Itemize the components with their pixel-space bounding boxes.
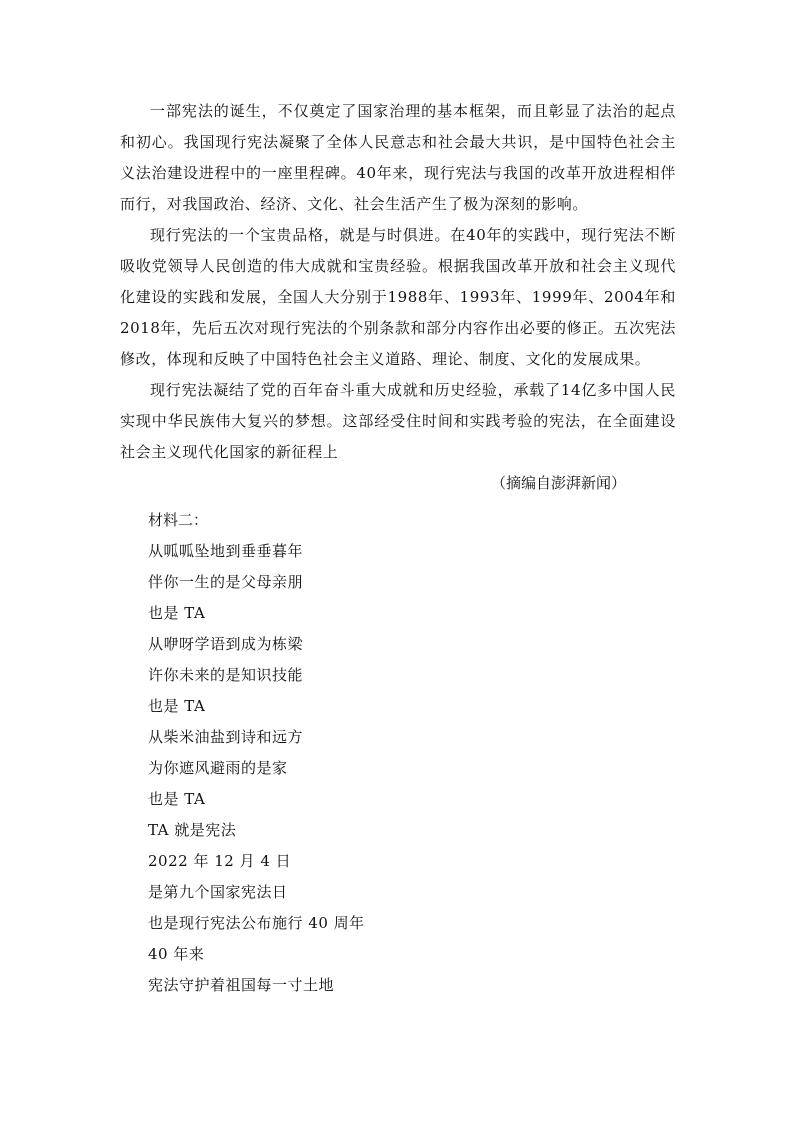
poem-line: 也是 TA [148, 604, 206, 622]
poem-line: 是第九个国家宪法日 [148, 883, 288, 901]
poem-line: 从柴米油盐到诗和远方 [148, 728, 304, 746]
article-paragraph-1: 一部宪法的诞生，不仅奠定了国家治理的基本框架，而且彰显了法治的起点和初心。我国现行宪法凝聚了全体人民意志和社会最大共识，是中国特色社会主义法治建设进程中的一座里程碑。40年来，现行宪法与我国的改革开放进程相伴而行，对我国政治、经济、文化、社会生活产生了极为深刻的影响。 [120, 102, 676, 213]
poem-line: 也是 TA [148, 790, 206, 808]
poem-line: 许你未来的是知识技能 [148, 666, 304, 684]
poem-line: 伴你一生的是父母亲朋 [148, 573, 304, 591]
article-paragraph-3: 现行宪法凝结了党的百年奋斗重大成就和历史经验，承载了14亿多中国人民实现中华民族伟大复兴的梦想。这部经受住时间和实践考验的宪法，在全面建设社会主义现代化国家的新征程上 [120, 381, 676, 461]
poem-line: 为你遮风避雨的是家 [148, 759, 288, 777]
poem-line: 从咿呀学语到成为栋梁 [148, 635, 304, 653]
poem-line: 宪法守护着祖国每一寸土地 [148, 976, 335, 994]
poem-line: 40 年来 [148, 945, 205, 963]
material-two-title: 材料二： [148, 511, 209, 529]
poem-line: TA 就是宪法 [148, 821, 237, 839]
article-paragraph-2: 现行宪法的一个宝贵品格，就是与时俱进。在40年的实践中，现行宪法不断吸收党领导人民创造的伟大成就和宝贵经验。根据我国改革开放和社会主义现代化建设的实践和发展，全国人大分别于1988年、1993年、1999年、2004年和2018年，先后五次对现行宪法的个别条款和部分内容作出必要的修正。五次宪法修改，体现和反映了中国特色社会主义道路、理论、制度、文化的发展成果。 [120, 226, 676, 368]
material-two [148, 505, 648, 1001]
poem-line: 2022 年 12 月 4 日 [148, 852, 292, 870]
poem-line: 从呱呱坠地到垂垂暮年 [148, 542, 304, 560]
poem-line: 也是现行宪法公布施行 40 周年 [148, 914, 365, 932]
article-body [120, 96, 676, 499]
article-source: （摘编自澎湃新闻） [490, 474, 626, 492]
poem-line: 也是 TA [148, 697, 206, 715]
